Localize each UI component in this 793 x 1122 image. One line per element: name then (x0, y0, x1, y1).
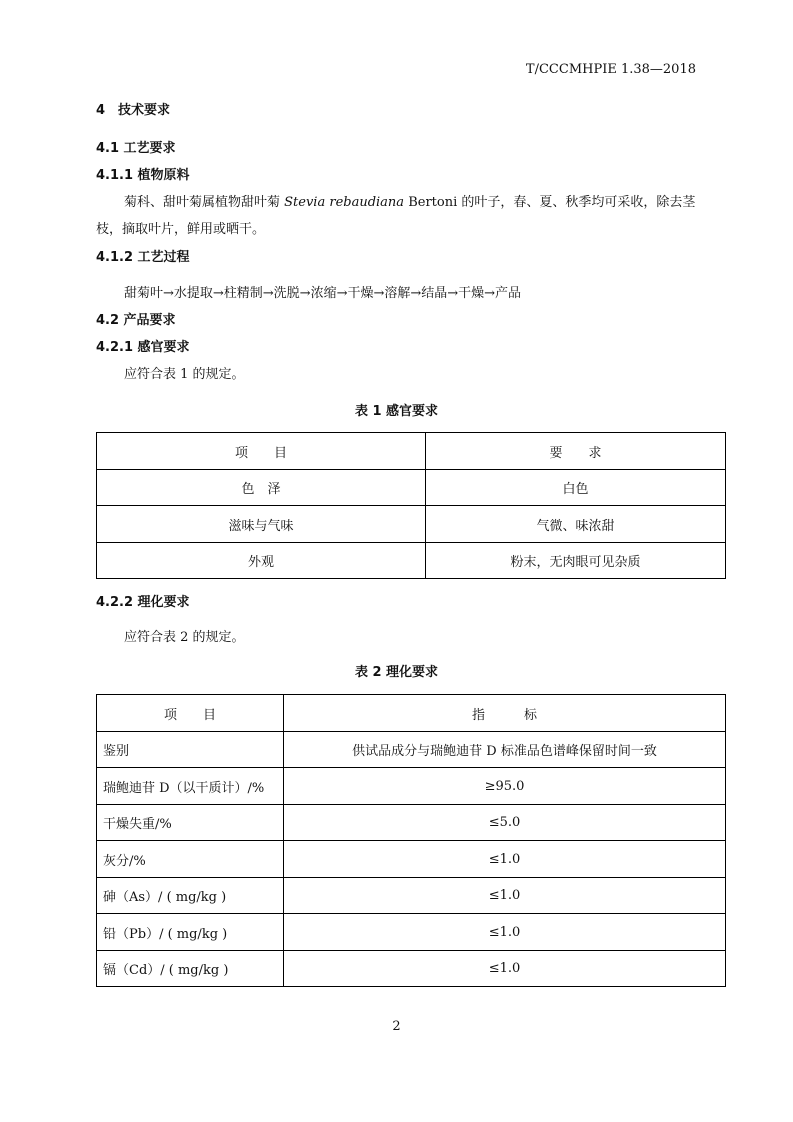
table-row (97, 951, 726, 987)
section-4-heading: 4 技术要求 (96, 103, 171, 118)
table-cell: ≤1.0 (284, 914, 726, 951)
process-flow-text: 甜菊叶→水提取→柱精制→洗脱→浓缩→干燥→溶解→结晶→干燥→产品 (124, 286, 522, 301)
table-cell: 砷（As）/ ( mg/kg ) (97, 878, 284, 914)
table-row (97, 543, 726, 579)
table-cell: 灰分/% (97, 841, 284, 878)
table-cell: 色 泽 (97, 470, 426, 506)
table-header-cell: 项 目 (97, 433, 426, 470)
table-row (97, 841, 726, 878)
table-cell: 外观 (97, 543, 426, 579)
table-cell: 粉末，无肉眼可见杂质 (426, 543, 726, 579)
section-4-2-heading: 4.2 产品要求 (96, 313, 176, 328)
section-4-1-1-heading: 4.1.1 植物原料 (96, 168, 190, 183)
table-header-row (97, 433, 726, 470)
section-4-1-1-para-line1 (124, 191, 695, 210)
table2-physicochemical-requirements (96, 694, 726, 987)
table1-sensory-requirements (96, 432, 726, 579)
section-4-2-2-text: 应符合表 2 的规定。 (124, 630, 245, 645)
table-cell: 干燥失重/% (97, 805, 284, 841)
table2-caption: 表 2 理化要求 (354, 665, 439, 680)
section-4-2-2-heading: 4.2.2 理化要求 (96, 595, 190, 610)
table-row (97, 805, 726, 841)
section-4-1-heading: 4.1 工艺要求 (96, 141, 176, 156)
document-id: T/CCCMHPIE 1.38—2018 (525, 62, 696, 77)
para-text: 菊科、甜叶菊属植物甜叶菊 (124, 195, 285, 210)
section-4-1-2-heading: 4.1.2 工艺过程 (96, 250, 190, 265)
table-cell: ≥95.0 (284, 768, 726, 805)
table-cell: ≤1.0 (284, 841, 726, 878)
table-cell: 镉（Cd）/ ( mg/kg ) (97, 951, 284, 987)
table-cell: 气微、味浓甜 (426, 506, 726, 543)
table-row (97, 506, 726, 543)
table-row (97, 914, 726, 951)
table-header-cell: 项 目 (97, 695, 284, 732)
table-cell: ≤1.0 (284, 951, 726, 987)
species-name: Stevia rebaudiana (284, 195, 405, 210)
table-cell: 白色 (426, 470, 726, 506)
table-row (97, 732, 726, 768)
table-header-cell: 指 标 (284, 695, 726, 732)
section-4-1-1-para-line2: 枝，摘取叶片，鲜用或晒干。 (96, 222, 266, 237)
section-4-2-1-heading: 4.2.1 感官要求 (96, 340, 190, 355)
para-text: Bertoni 的叶子，春、夏、秋季均可采收，除去茎 (404, 195, 696, 210)
table-cell: 滋味与气味 (97, 506, 426, 543)
table-header-row (97, 695, 726, 732)
table-header-cell: 要 求 (426, 433, 726, 470)
page-number: 2 (392, 1019, 401, 1034)
section-4-2-1-text: 应符合表 1 的规定。 (124, 367, 245, 382)
table-cell: 鉴别 (97, 732, 284, 768)
table-row (97, 768, 726, 805)
table1-caption: 表 1 感官要求 (354, 404, 439, 419)
table-cell: 瑞鲍迪苷 D（以干质计）/% (97, 768, 284, 805)
table-cell: 铅（Pb）/ ( mg/kg ) (97, 914, 284, 951)
table-row (97, 878, 726, 914)
table-cell: 供试品成分与瑞鲍迪苷 D 标准品色谱峰保留时间一致 (284, 732, 726, 768)
table-cell: ≤1.0 (284, 878, 726, 914)
table-row (97, 470, 726, 506)
table-cell: ≤5.0 (284, 805, 726, 841)
